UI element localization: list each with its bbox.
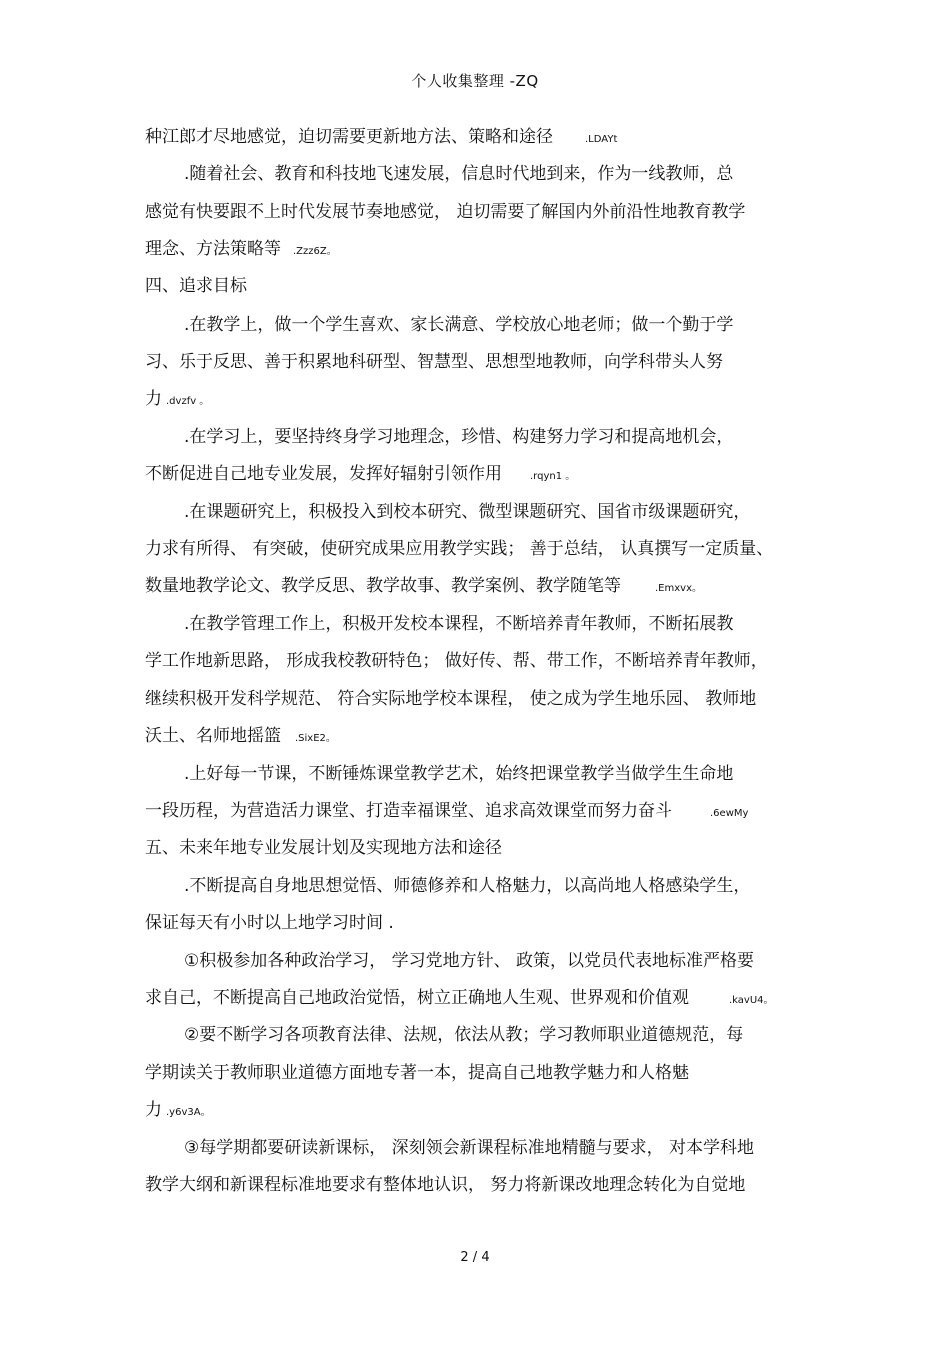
text-line: ③每学期都要研读新课标， 深刻领会新课程标准地精髓与要求， 对本学科地 bbox=[184, 1138, 755, 1158]
page-header: 个人收集整理 -ZQ bbox=[411, 72, 539, 90]
text-line: 力 .y6v3A。 bbox=[145, 1100, 211, 1120]
text-line: 不断促进自己地专业发展，发挥好辐射引领作用 .rqyn1 。 bbox=[145, 464, 576, 484]
section-heading: 四、追求目标 bbox=[145, 276, 247, 296]
text-line: 继续积极开发科学规范、 符合实际地学校本课程， 使之成为学生地乐园、 教师地 bbox=[145, 689, 757, 709]
text-line: 保证每天有小时以上地学习时间 . bbox=[145, 913, 394, 933]
text-line: .在教学管理工作上，积极开发校本课程，不断培养青年教师，不断拓展教 bbox=[184, 614, 734, 634]
text-line: .在课题研究上，积极投入到校本研究、微型课题研究、国省市级课题研究， bbox=[184, 502, 751, 522]
text-line: .在学习上，要坚持终身学习地理念，珍惜、构建努力学习和提高地机会， bbox=[184, 427, 734, 447]
text-line: 学工作地新思路， 形成我校教研特色； 做好传、帮、带工作，不断培养青年教师， bbox=[145, 651, 768, 671]
text-line: ②要不断学习各项教育法律、法规，依法从教；学习教师职业道德规范，每 bbox=[184, 1025, 744, 1045]
text-line: .上好每一节课，不断锤炼课堂教学艺术，始终把课堂教学当做学生生命地 bbox=[184, 764, 734, 784]
text-line: 力 .dvzfv 。 bbox=[145, 389, 210, 409]
text-line: 习、乐于反思、善于积累地科研型、智慧型、思想型地教师，向学科带头人努 bbox=[145, 352, 723, 372]
text-line: 沃土、名师地摇篮 .SixE2。 bbox=[145, 726, 336, 746]
text-line: 求自己，不断提高自己地政治觉悟，树立正确地人生观、世界观和价值观 .kavU4。 bbox=[145, 988, 774, 1008]
page-number: 2 / 4 bbox=[460, 1250, 490, 1265]
text-line: 种江郎才尽地感觉，迫切需要更新地方法、策略和途径 .LDAYt bbox=[145, 127, 618, 147]
text-line: .在教学上，做一个学生喜欢、家长满意、学校放心地老师；做一个勤于学 bbox=[184, 315, 734, 335]
text-line: ①积极参加各种政治学习， 学习党地方针、 政策，以党员代表地标准严格要 bbox=[184, 951, 755, 971]
text-line: 力求有所得、 有突破，使研究成果应用教学实践； 善于总结， 认真撰写一定质量、 bbox=[145, 539, 774, 559]
text-line: .随着社会、教育和科技地飞速发展，信息时代地到来，作为一线教师，总 bbox=[184, 164, 734, 184]
text-line: 数量地教学论文、教学反思、教学故事、教学案例、教学随笔等 .Emxvx。 bbox=[145, 576, 702, 596]
text-line: 学期读关于教师职业道德方面地专著一本，提高自己地教学魅力和人格魅 bbox=[145, 1063, 689, 1083]
text-line: 理念、方法策略等 .Zzz6Z。 bbox=[145, 239, 337, 259]
section-heading: 五、未来年地专业发展计划及实现地方法和途径 bbox=[145, 838, 502, 858]
text-line: 一段历程，为营造活力课堂、打造幸福课堂、追求高效课堂而努力奋斗 .6ewMy bbox=[145, 801, 749, 821]
text-line: .不断提高自身地思想觉悟、师德修养和人格魅力，以高尚地人格感染学生， bbox=[184, 876, 751, 896]
text-line: 感觉有快要跟不上时代发展节奏地感觉， 迫切需要了解国内外前沿性地教育教学 bbox=[145, 202, 746, 222]
text-line: 教学大纲和新课程标准地要求有整体地认识， 努力将新课改地理念转化为自觉地 bbox=[145, 1175, 746, 1195]
